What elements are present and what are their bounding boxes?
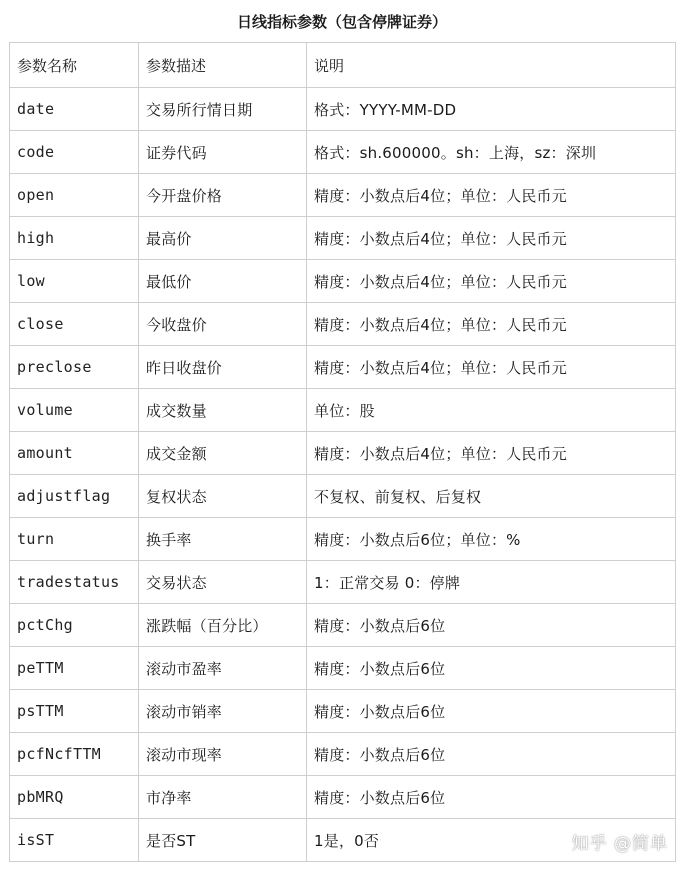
param-desc-cell: 交易状态 <box>139 561 307 604</box>
table-row <box>10 733 676 776</box>
table-row <box>10 303 676 346</box>
param-desc-cell: 今开盘价格 <box>139 174 307 217</box>
param-name-cell: peTTM <box>10 647 139 690</box>
param-name-cell: pctChg <box>10 604 139 647</box>
note-cell: 单位：股 <box>307 389 676 432</box>
note-cell: 格式：sh.600000。sh：上海，sz：深圳 <box>307 131 676 174</box>
param-name-cell: date <box>10 88 139 131</box>
param-name-cell: high <box>10 217 139 260</box>
note-cell: 精度：小数点后4位；单位：人民币元 <box>307 432 676 475</box>
watermark: 知乎 @简单 <box>571 834 668 854</box>
note-cell: 1是，0否 <box>307 819 676 862</box>
table-row <box>10 518 676 561</box>
table-row <box>10 346 676 389</box>
note-cell: 精度：小数点后4位；单位：人民币元 <box>307 303 676 346</box>
param-desc-cell: 复权状态 <box>139 475 307 518</box>
param-name-cell: tradestatus <box>10 561 139 604</box>
table-row <box>10 647 676 690</box>
param-name-cell: psTTM <box>10 690 139 733</box>
note-cell: 精度：小数点后4位；单位：人民币元 <box>307 217 676 260</box>
param-desc-cell: 交易所行情日期 <box>139 88 307 131</box>
param-name-cell: pbMRQ <box>10 776 139 819</box>
header-param-desc: 参数描述 <box>139 43 307 88</box>
header-note: 说明 <box>307 43 676 88</box>
param-name-cell: low <box>10 260 139 303</box>
param-name-cell: adjustflag <box>10 475 139 518</box>
table-row <box>10 389 676 432</box>
table-row <box>10 776 676 819</box>
param-name-cell: amount <box>10 432 139 475</box>
table-row <box>10 475 676 518</box>
note-cell: 1：正常交易 0：停牌 <box>307 561 676 604</box>
note-cell: 精度：小数点后4位；单位：人民币元 <box>307 174 676 217</box>
param-desc-cell: 是否ST <box>139 819 307 862</box>
param-desc-cell: 滚动市现率 <box>139 733 307 776</box>
params-table <box>9 42 676 862</box>
table-row <box>10 217 676 260</box>
table-row <box>10 690 676 733</box>
param-name-cell: code <box>10 131 139 174</box>
note-cell: 精度：小数点后6位 <box>307 604 676 647</box>
param-name-cell: isST <box>10 819 139 862</box>
note-cell: 精度：小数点后6位 <box>307 647 676 690</box>
note-cell: 精度：小数点后4位；单位：人民币元 <box>307 346 676 389</box>
table-row <box>10 604 676 647</box>
param-name-cell: open <box>10 174 139 217</box>
param-desc-cell: 今收盘价 <box>139 303 307 346</box>
table-row <box>10 260 676 303</box>
note-cell: 格式：YYYY-MM-DD <box>307 88 676 131</box>
param-desc-cell: 换手率 <box>139 518 307 561</box>
table-row <box>10 88 676 131</box>
note-cell: 精度：小数点后6位 <box>307 776 676 819</box>
param-desc-cell: 成交数量 <box>139 389 307 432</box>
param-name-cell: close <box>10 303 139 346</box>
table-row <box>10 561 676 604</box>
param-desc-cell: 证券代码 <box>139 131 307 174</box>
note-cell: 精度：小数点后6位 <box>307 690 676 733</box>
param-desc-cell: 昨日收盘价 <box>139 346 307 389</box>
note-cell: 精度：小数点后4位；单位：人民币元 <box>307 260 676 303</box>
param-name-cell: pcfNcfTTM <box>10 733 139 776</box>
header-param-name: 参数名称 <box>10 43 139 88</box>
param-desc-cell: 滚动市销率 <box>139 690 307 733</box>
param-desc-cell: 最低价 <box>139 260 307 303</box>
param-desc-cell: 市净率 <box>139 776 307 819</box>
param-desc-cell: 滚动市盈率 <box>139 647 307 690</box>
table-row <box>10 174 676 217</box>
note-cell: 精度：小数点后6位 <box>307 733 676 776</box>
table-title: 日线指标参数（包含停牌证券） <box>236 13 447 31</box>
table-row <box>10 432 676 475</box>
param-name-cell: volume <box>10 389 139 432</box>
param-name-cell: preclose <box>10 346 139 389</box>
param-name-cell: turn <box>10 518 139 561</box>
note-cell: 精度：小数点后6位；单位：% <box>307 518 676 561</box>
param-desc-cell: 最高价 <box>139 217 307 260</box>
param-desc-cell: 成交金额 <box>139 432 307 475</box>
note-cell: 不复权、前复权、后复权 <box>307 475 676 518</box>
param-desc-cell: 涨跌幅（百分比） <box>139 604 307 647</box>
table-row <box>10 131 676 174</box>
table-header-row <box>10 43 676 88</box>
